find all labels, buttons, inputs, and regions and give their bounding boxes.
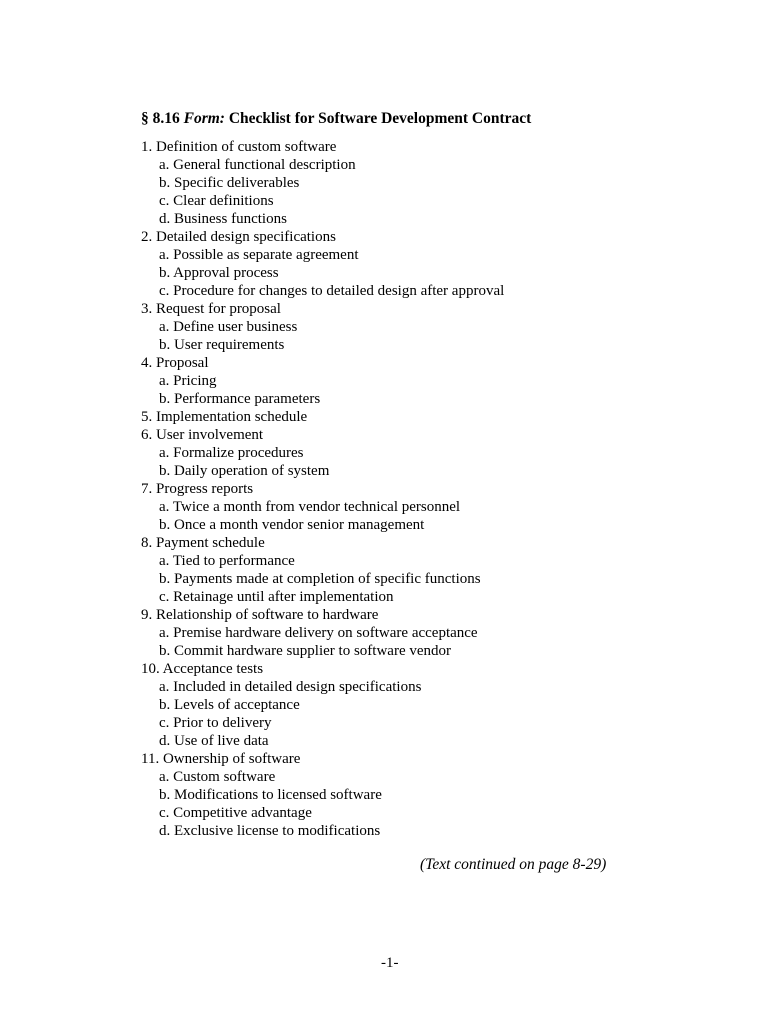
checklist-item: 8. Payment schedule [141,535,265,551]
checklist-subitem: c. Competitive advantage [159,805,312,821]
checklist-subitem: b. User requirements [159,337,285,353]
checklist-subitem: c. Prior to delivery [159,715,272,731]
checklist-subitem: b. Modifications to licensed software [159,787,382,803]
checklist-subitem: a. Included in detailed design specifications [159,679,422,695]
checklist-item: 6. User involvement [141,427,264,443]
checklist-subitem: d. Exclusive license to modifications [159,823,381,839]
checklist-item: 10. Acceptance tests [141,661,264,677]
section-heading [141,110,531,128]
checklist-subitem: c. Clear definitions [159,193,274,209]
checklist-subitem: b. Performance parameters [159,391,321,407]
checklist-subitem: a. Tied to performance [159,553,295,569]
checklist-subitem: a. Pricing [159,373,217,389]
checklist-item: 1. Definition of custom software [141,139,337,155]
section-number: § 8.16 [141,110,180,127]
checklist-subitem: b. Commit hardware supplier to software vendor [159,643,452,659]
checklist-subitem: a. Custom software [159,769,276,785]
checklist-subitem: b. Payments made at completion of specific functions [159,571,481,587]
checklist-subitem: b. Daily operation of system [159,463,330,479]
checklist-subitem: b. Approval process [159,265,279,281]
checklist-item: 7. Progress reports [141,481,254,497]
checklist-subitem: a. Twice a month from vendor technical personnel [159,499,461,515]
checklist-subitem: a. General functional description [159,157,356,173]
page-number: -1- [381,955,399,971]
checklist-item: 4. Proposal [141,355,209,371]
checklist-item: 5. Implementation schedule [141,409,308,425]
checklist-subitem: b. Once a month vendor senior management [159,517,425,533]
checklist-subitem: a. Define user business [159,319,298,335]
checklist-item: 9. Relationship of software to hardware [141,607,379,623]
checklist-subitem: c. Procedure for changes to detailed design after approval [159,283,505,299]
checklist-subitem: a. Possible as separate agreement [159,247,359,263]
continued-note: (Text continued on page 8-29) [420,856,607,873]
checklist-item: 11. Ownership of software [141,751,301,767]
checklist-subitem: b. Specific deliverables [159,175,300,191]
checklist-subitem: d. Business functions [159,211,287,227]
form-label: Form: [183,110,225,127]
checklist-item: 3. Request for proposal [141,301,281,317]
checklist-subitem: c. Retainage until after implementation [159,589,394,605]
checklist-subitem: d. Use of live data [159,733,269,749]
checklist-item: 2. Detailed design specifications [141,229,336,245]
section-title: Checklist for Software Development Contract [228,110,532,127]
checklist-subitem: a. Premise hardware delivery on software acceptance [159,625,478,641]
checklist [141,138,504,840]
checklist-subitem: b. Levels of acceptance [159,697,300,713]
checklist-subitem: a. Formalize procedures [159,445,304,461]
